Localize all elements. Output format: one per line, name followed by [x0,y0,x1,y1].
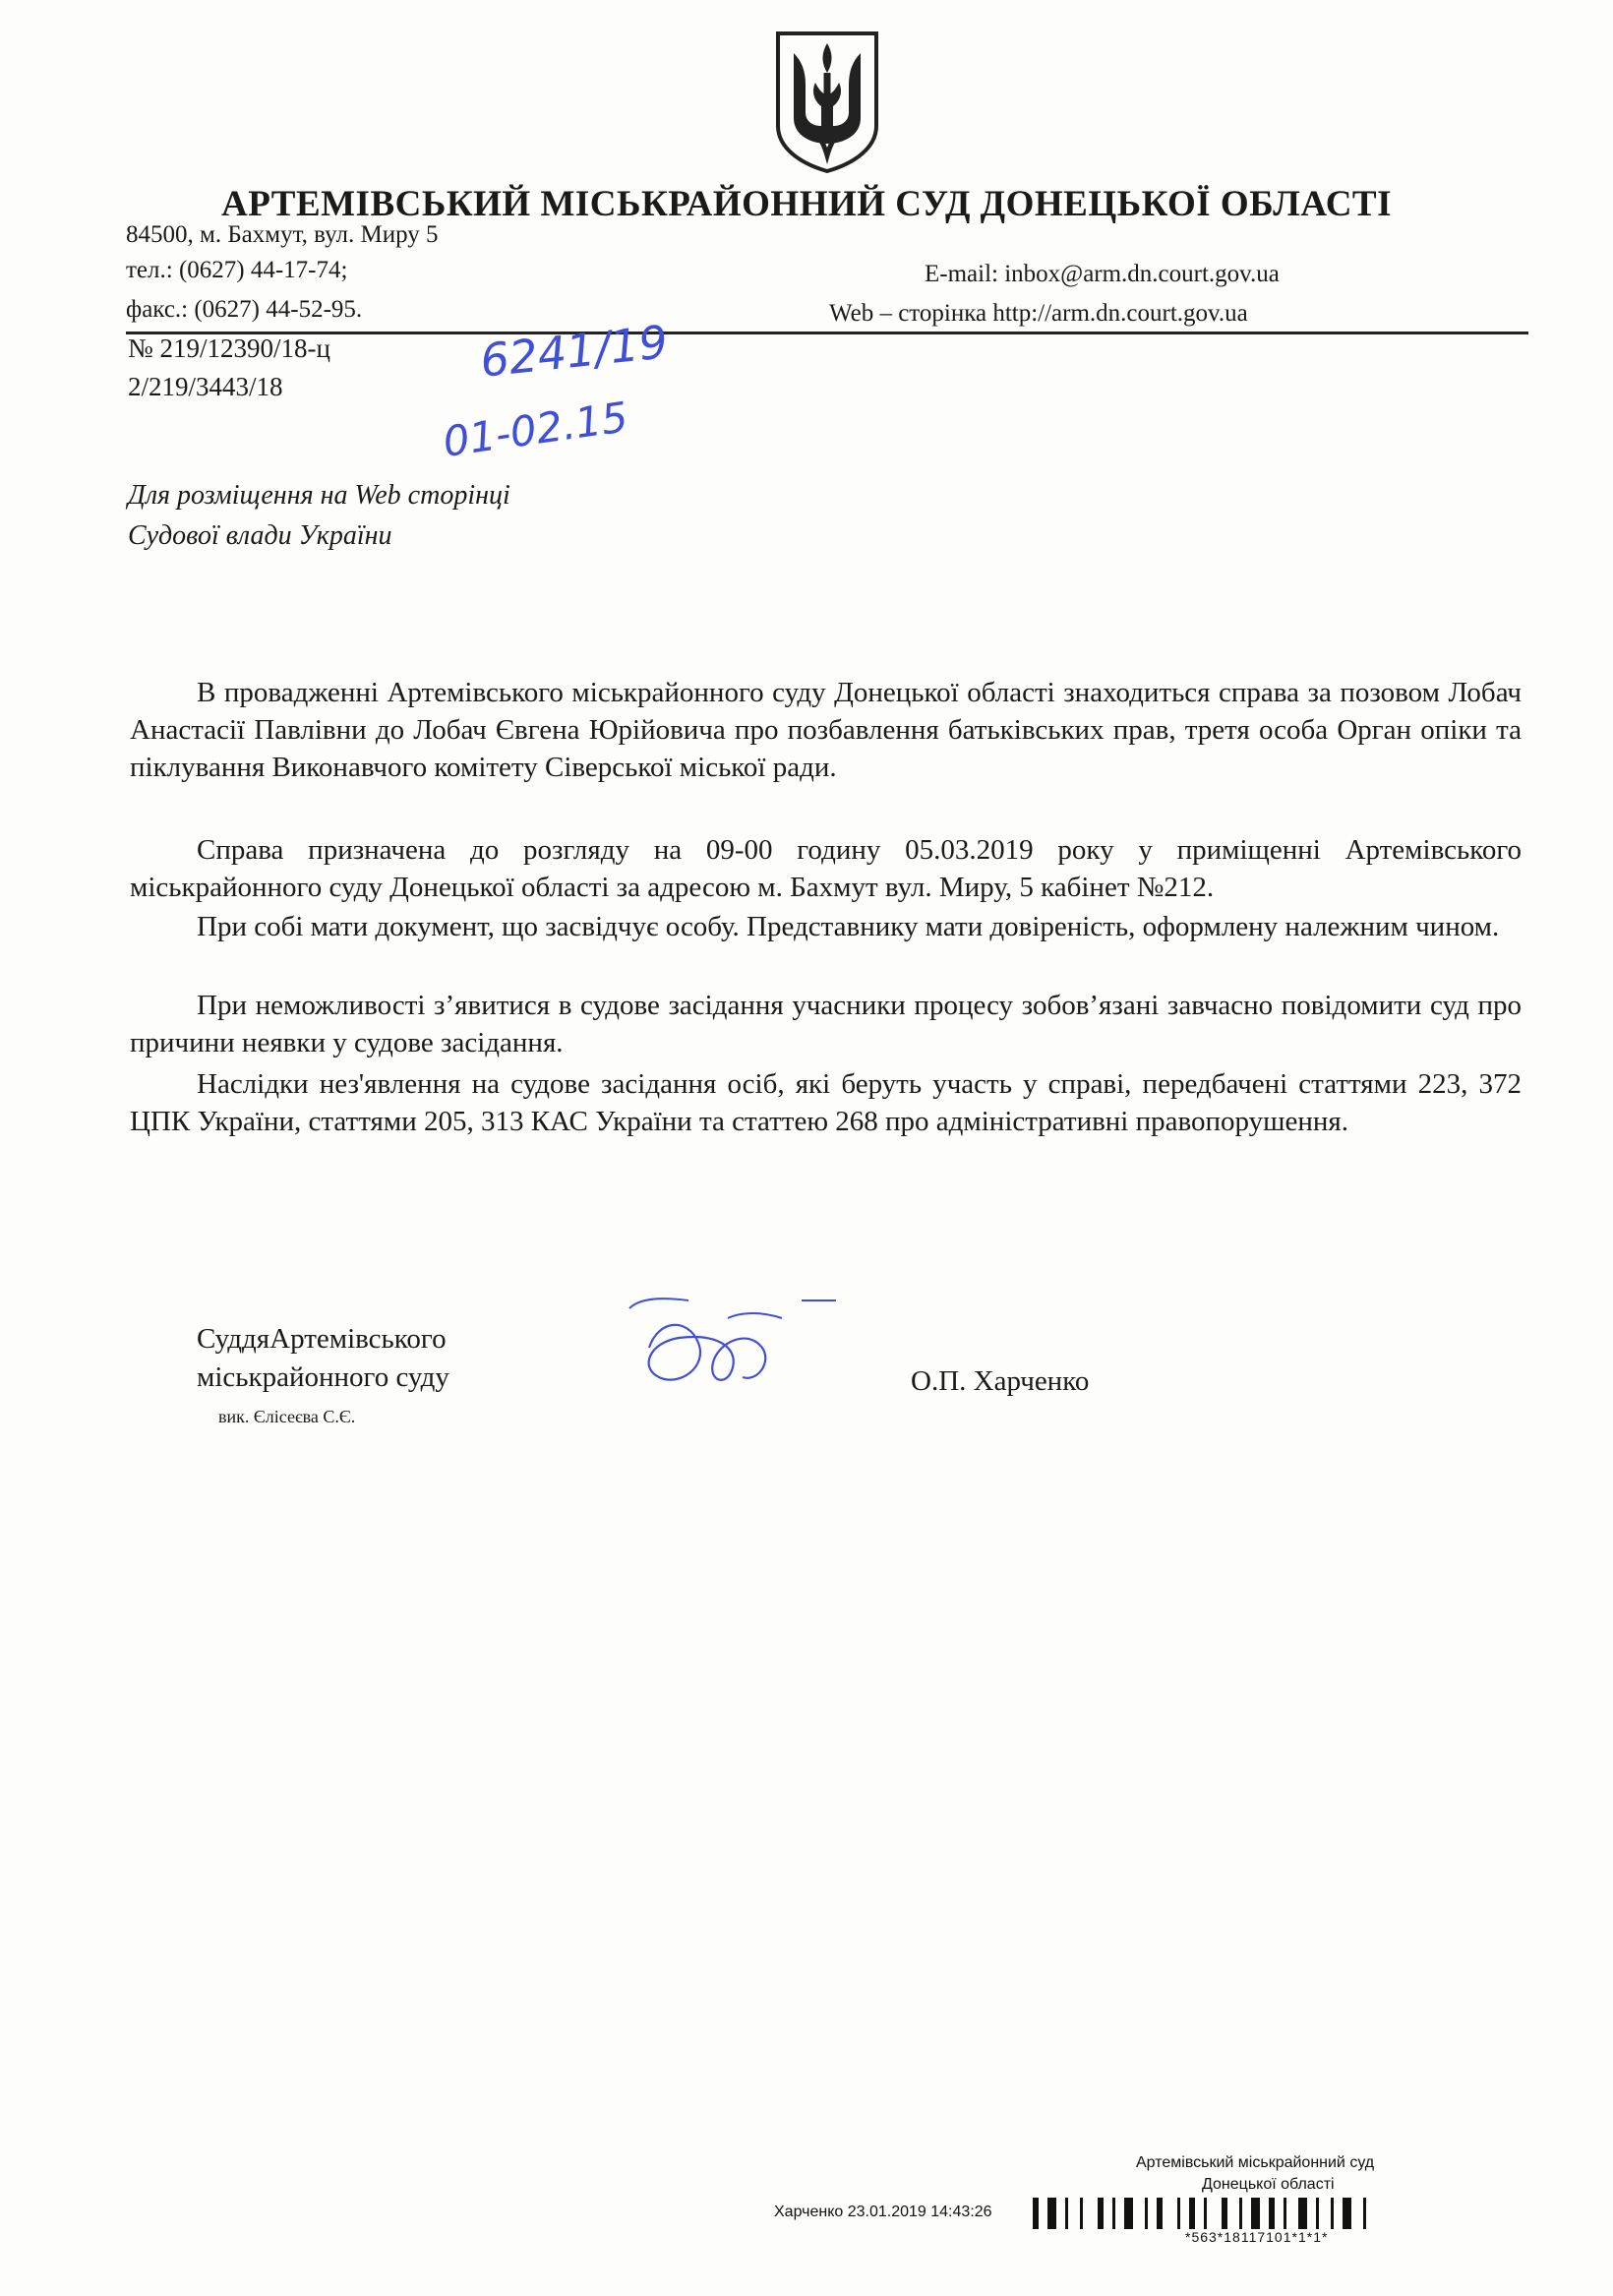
signature-title-line-1: СуддяАртемівського [197,1323,447,1355]
coat-of-arms-emblem [772,28,882,173]
court-phone: тел.: (0627) 44-17-74; [126,257,348,283]
addressee-line-1: Для розміщення на Web сторінці [128,480,510,511]
body-paragraph-1: В провадженні Артемівського міськрайонного суду Донецької області знаходиться справа за позовом Лобач Анастасії Павлівни до Лобач Євгена Юрійовича про позбавлення батьківських прав, третя особа Орган опіки та піклування Виконавчого комітету Сіверської міської ради. [130,677,1522,783]
stamp-court-line-1: Артемівський міськрайонний суд [1136,2154,1375,2171]
header-divider [126,332,1528,334]
stamp-court-line-2: Донецької області [1202,2176,1335,2193]
handwritten-signature [620,1289,836,1407]
barcode [1033,2198,1524,2233]
barcode-text: *563*18117101*1*1* [1185,2229,1329,2245]
court-fax: факс.: (0627) 44-52-95. [126,296,363,323]
stamp-registration-info: Харченко 23.01.2019 14:43:26 [774,2204,992,2220]
court-email: E-mail: inbox@arm.dn.court.gov.ua [925,261,1280,287]
body-paragraph-4: При неможливості з’явитися в судове засідання учасники процесу зобов’язані завчасно повідомити суд про причини неявки у судове засідання. [130,990,1522,1058]
case-number: № 219/12390/18-ц [128,333,330,363]
body-paragraph-3: При собі мати документ, що засвідчує особу. Представнику мати довіреність, оформлену належним чином. [197,911,1500,942]
proceeding-number: 2/219/3443/18 [128,372,283,401]
court-website: Web – сторінка http://arm.dn.court.gov.ua [829,300,1248,327]
executor-note: вик. Єлісеєва С.Є. [218,1407,356,1426]
handwritten-registration-number: 6241/19 [477,315,671,388]
handwritten-index: 01-02.15 [440,393,631,466]
judge-name: О.П. Харченко [911,1365,1090,1397]
addressee-line-2: Судової влади України [128,520,392,551]
court-name-heading: АРТЕМІВСЬКИЙ МІСЬКРАЙОННИЙ СУД ДОНЕЦЬКОЇ ОБЛАСТІ [221,184,1392,224]
court-address: 84500, м. Бахмут, вул. Миру 5 [126,221,439,248]
body-paragraph-2: Справа призначена до розгляду на 09-00 годину 05.03.2019 року у приміщенні Артемівського міськрайонного суду Донецької області за адресою м. Бахмут вул. Миру, 5 кабінет №212. [130,834,1522,903]
signature-title-line-2: міськрайонного суду [197,1361,449,1393]
body-paragraph-5: Наслідки нез'явлення на судове засідання осіб, які беруть участь у справі, передбачені статтями 223, 372 ЦПК України, статтями 205, 313 КАС України та статтею 268 про адміністративні правопорушення. [130,1068,1522,1137]
